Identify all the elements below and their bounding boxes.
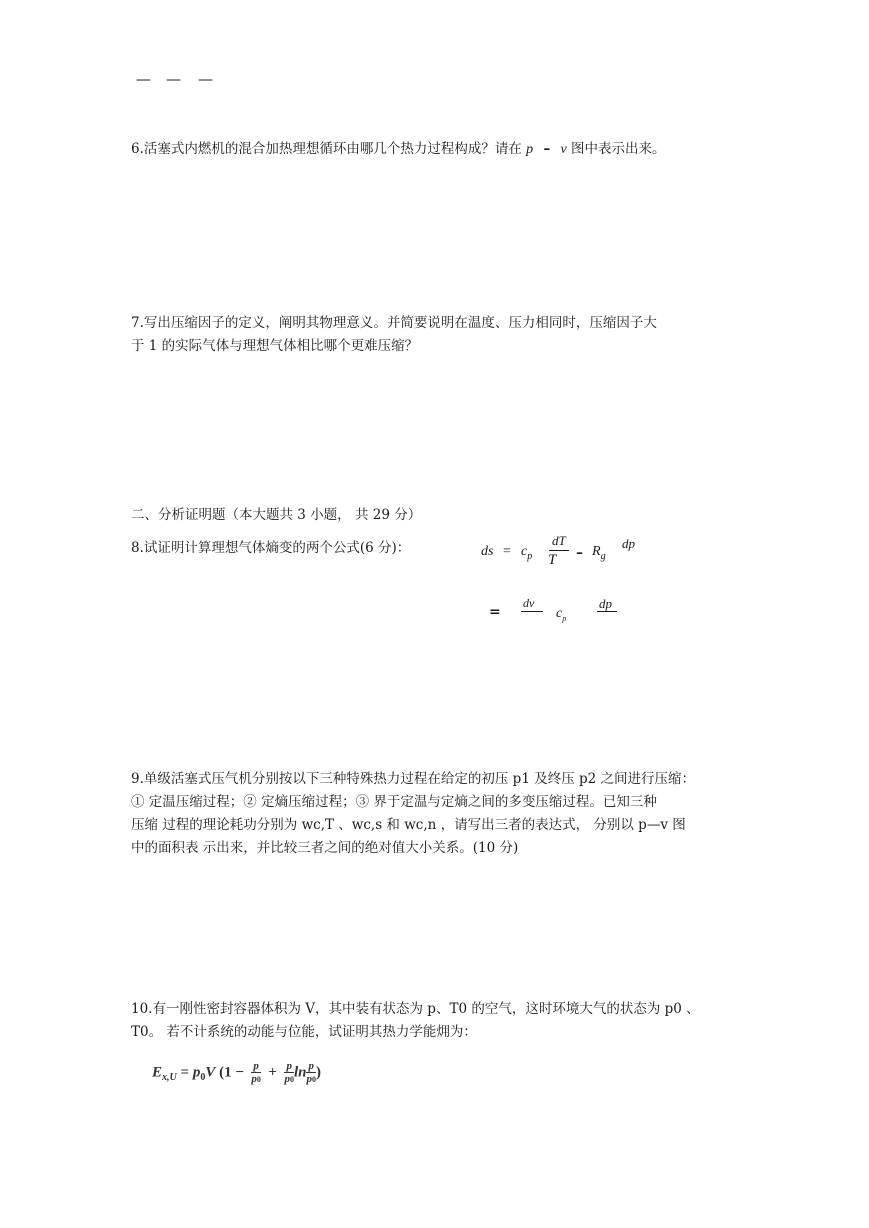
formula-frac-3-num: p [308, 1060, 314, 1072]
eq2-fraction-bar-2 [597, 611, 617, 612]
eq2-cp [556, 606, 566, 622]
eq1-dT: dT [552, 533, 566, 548]
top-dash-2: — [166, 70, 181, 88]
formula-frac-2-num: p [286, 1060, 292, 1072]
formula-frac-2 [284, 1060, 294, 1086]
answer-space-9[interactable] [131, 870, 731, 990]
exergy-formula [152, 1060, 321, 1086]
eq1-equals: = [503, 544, 511, 559]
formula-V: V [205, 1064, 216, 1081]
eq2-equals: = [489, 604, 501, 620]
question-6-math-p: p [526, 142, 534, 157]
eq1-fraction-bar [549, 550, 569, 551]
eq1-cp-c: c [521, 544, 528, 559]
question-6 [131, 138, 666, 161]
formula-equals: = [176, 1064, 193, 1081]
question-8: 8.试证明计算理想气体熵变的两个公式(6 分)： [131, 540, 411, 556]
question-10-line-2: T0。 若不计系统的动能与位能，试证明其热力学能㶲为： [131, 1024, 477, 1040]
formula-frac-3 [306, 1060, 316, 1086]
question-9-line-4: 中的面积表 示出来，并比较三者之间的绝对值大小关系。(10 分) [131, 840, 519, 856]
answer-space-6[interactable] [131, 170, 731, 300]
question-7-line-1: 7.写出压缩因子的定义，阐明其物理意义。并简要说明在温度、压力相同时，压缩因子大 [131, 315, 657, 331]
eq1-T: T [548, 552, 557, 568]
top-dash-1: — [136, 70, 151, 88]
formula-p0-sub: 0 [200, 1072, 206, 1084]
question-9-line-1: 9.单级活塞式压气机分别按以下三种特殊热力过程在给定的初压 p1 及终压 p2 之间进行压缩： [131, 771, 696, 787]
question-9-line-2: ① 定温压缩过程；② 定熵压缩过程；③ 界于定温与定熵之间的多变压缩过程。已知三种 [131, 794, 657, 810]
question-10-line-1: 10.有一刚性密封容器体积为 V，其中装有状态为 p、T0 的空气，这时环境大气的状态为 p0 、 [131, 1001, 700, 1017]
formula-p0: p [192, 1064, 201, 1081]
formula-E: E [152, 1064, 163, 1081]
eq2-dv: dv [523, 596, 535, 610]
question-7-line-2: 于 1 的实际气体与理想气体相比哪个更难压缩？ [131, 338, 419, 354]
formula-E-sub: x,U [162, 1072, 177, 1084]
eq1-Rg-sub: g [600, 551, 606, 562]
formula-ln: ln [293, 1064, 307, 1081]
eq2-fraction-bar-1 [521, 611, 543, 612]
question-6-text-before: 6.活塞式内燃机的混合加热理想循环由哪几个热力过程构成？请在 [131, 141, 527, 157]
question-6-math-v: v [560, 142, 567, 157]
answer-space-10[interactable] [131, 1100, 731, 1200]
formula-frac-2-den-sub: 0 [289, 1075, 294, 1084]
top-dash-3: — [198, 70, 213, 88]
eq2-cp-c: c [556, 606, 563, 621]
question-9-line-3: 压缩 过程的理论耗功分别为 wc,T 、wc,s 和 wc,n ，请写出三者的表达式， 分别以 p—v 图 [131, 817, 686, 833]
formula-plus: + [264, 1064, 281, 1081]
formula-frac-1-den-sub: 0 [256, 1075, 261, 1084]
formula-frac-1-num: p [253, 1060, 259, 1072]
eq1-Rg [592, 544, 606, 560]
section-2-heading: 二、分析证明题（本大题共 3 小题， 共 29 分） [131, 507, 422, 523]
eq1-ds: ds [481, 544, 494, 559]
question-6-math-op: – [543, 141, 551, 157]
eq1-cp [521, 544, 532, 560]
formula-frac-3-den-sub: 0 [311, 1075, 316, 1084]
formula-frac-2-den-p: p [284, 1073, 290, 1085]
eq2-dp: dp [599, 596, 612, 611]
formula-frac-2-den [284, 1073, 294, 1086]
formula-close: ) [315, 1064, 321, 1081]
answer-space-7[interactable] [131, 365, 731, 495]
eq1-Rg-R: R [592, 544, 601, 559]
eq2-cp-sub: p [562, 614, 567, 623]
eq1-dp: dp [622, 536, 635, 551]
formula-frac-3-den-p: p [306, 1073, 312, 1085]
question-6-text-after: 图中表示出来。 [566, 141, 666, 157]
answer-space-8[interactable] [131, 630, 731, 760]
formula-frac-1-den [251, 1073, 261, 1086]
formula-frac-3-den [306, 1073, 316, 1086]
eq1-minus: – [576, 545, 583, 561]
formula-frac-1 [251, 1060, 261, 1086]
formula-frac-1-den-p: p [251, 1073, 257, 1085]
eq1-cp-sub: p [527, 551, 533, 562]
formula-open: (1 − [219, 1064, 248, 1081]
